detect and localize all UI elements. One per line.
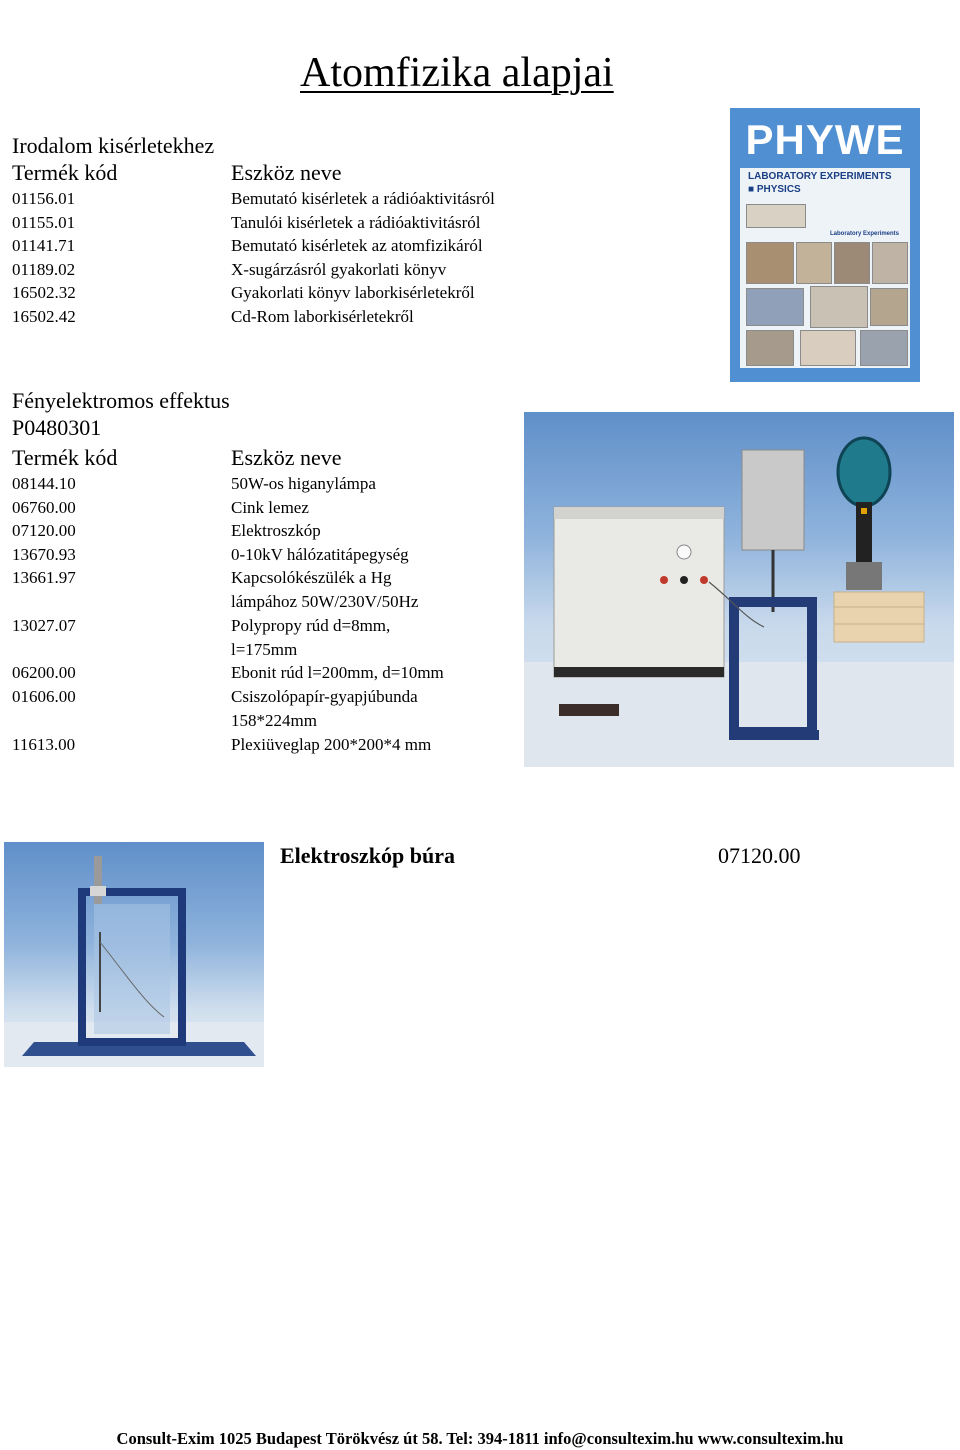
experiment-id: P0480301 bbox=[12, 415, 102, 440]
product-code: 13027.07 bbox=[12, 616, 76, 635]
cover-thumbnail bbox=[800, 330, 856, 366]
product-code: 13670.93 bbox=[12, 544, 76, 564]
cover-thumbnail bbox=[870, 288, 908, 326]
product-name: Cd-Rom laborkisérletekről bbox=[231, 306, 414, 326]
table-row bbox=[0, 258, 720, 282]
table-row bbox=[0, 305, 720, 329]
product-code: 01606.00 bbox=[12, 687, 76, 706]
product-name: Elektroszkóp bbox=[231, 521, 321, 540]
experiment-setup-photo bbox=[524, 412, 954, 767]
table-row bbox=[0, 519, 520, 543]
phywe-logo: PHYWE bbox=[745, 116, 905, 163]
product-code: 06760.00 bbox=[12, 497, 76, 517]
table-row bbox=[0, 472, 520, 496]
product-name: X-sugárzásról gyakorlati könyv bbox=[231, 259, 447, 279]
page-title: Atomfizika alapjai bbox=[300, 50, 614, 96]
product-name: 50W-os higanylámpa bbox=[231, 474, 376, 493]
cover-thumbnail bbox=[746, 288, 804, 326]
section-heading-literature: Irodalom kisérletekhez bbox=[12, 133, 215, 158]
table-row bbox=[0, 566, 520, 613]
product-code: 01156.01 bbox=[12, 189, 76, 208]
product-code: 01141.71 bbox=[12, 236, 76, 255]
product-name: Polypropy rúd d=8mm, bbox=[231, 616, 391, 635]
electroscope-photo bbox=[4, 842, 264, 1067]
cover-thumbnail bbox=[796, 242, 832, 284]
col-header-code: Termék kód bbox=[12, 445, 118, 470]
cover-thumbnail bbox=[746, 204, 806, 228]
table-row bbox=[0, 614, 520, 661]
table-row bbox=[0, 281, 720, 305]
table-row bbox=[0, 733, 520, 757]
product-code: 13661.97 bbox=[12, 568, 76, 587]
product-code: 11613.00 bbox=[12, 735, 76, 754]
cover-text: Laboratory Experiments bbox=[830, 231, 900, 237]
product-name-bell: Elektroszkóp búra bbox=[280, 843, 456, 868]
product-name: Gyakorlati könyv laborkisérletekről bbox=[231, 283, 475, 302]
cover-thumbnail bbox=[872, 242, 908, 284]
table-row bbox=[0, 187, 720, 211]
product-code: 16502.32 bbox=[12, 283, 76, 302]
table-row bbox=[0, 234, 720, 258]
product-code: 01155.01 bbox=[12, 212, 76, 232]
product-code: 07120.00 bbox=[12, 521, 76, 540]
cover-thumbnail bbox=[860, 330, 908, 366]
product-code: 08144.10 bbox=[12, 474, 76, 493]
product-name-cont: l=175mm bbox=[231, 639, 298, 659]
cover-thumbnail bbox=[746, 330, 794, 366]
page-footer: Consult-Exim 1025 Budapest Törökvész út 58. Tel: 394-1811 info@consultexim.hu www.consultexim.hu bbox=[116, 1429, 844, 1448]
product-name: Plexiüveglap 200*200*4 mm bbox=[231, 735, 432, 754]
cover-text: ■ PHYSICS bbox=[748, 184, 801, 195]
product-name-cont: lámpához 50W/230V/50Hz bbox=[231, 591, 419, 611]
col-header-code: Termék kód bbox=[12, 160, 118, 185]
product-name: 0-10kV hálózatitápegység bbox=[231, 544, 409, 564]
product-code-bell: 07120.00 bbox=[718, 843, 801, 868]
table-row bbox=[0, 496, 520, 520]
table-row bbox=[0, 543, 520, 567]
table-row bbox=[0, 685, 520, 732]
cover-thumbnail bbox=[810, 286, 868, 328]
product-code: 16502.42 bbox=[12, 306, 76, 326]
experiment-setup-illustration bbox=[524, 412, 954, 767]
product-name: Cink lemez bbox=[231, 497, 309, 517]
product-name: Ebonit rúd l=200mm, d=10mm bbox=[231, 663, 444, 682]
product-name: Csiszolópapír-gyapjúbunda bbox=[231, 687, 418, 706]
book-cover-image bbox=[730, 108, 920, 382]
cover-thumbnail bbox=[746, 242, 794, 284]
col-header-name: Eszköz neve bbox=[231, 160, 342, 185]
cover-text: LABORATORY EXPERIMENTS bbox=[748, 171, 892, 182]
electroscope-illustration bbox=[4, 842, 264, 1067]
product-name: Bemutató kisérletek az atomfizikáról bbox=[231, 236, 483, 255]
table-row bbox=[0, 661, 520, 685]
col-header-name: Eszköz neve bbox=[231, 445, 342, 470]
product-name-cont: 158*224mm bbox=[231, 710, 317, 730]
product-code: 06200.00 bbox=[12, 663, 76, 682]
product-name: Kapcsolókészülék a Hg bbox=[231, 568, 392, 587]
product-code: 01189.02 bbox=[12, 259, 76, 279]
section-heading-photoelectric: Fényelektromos effektus bbox=[12, 388, 230, 413]
table-row bbox=[0, 211, 720, 235]
product-name: Tanulói kisérletek a rádióaktivitásról bbox=[231, 212, 481, 232]
cover-thumbnail bbox=[834, 242, 870, 284]
product-name: Bemutató kisérletek a rádióaktivitásról bbox=[231, 189, 495, 208]
